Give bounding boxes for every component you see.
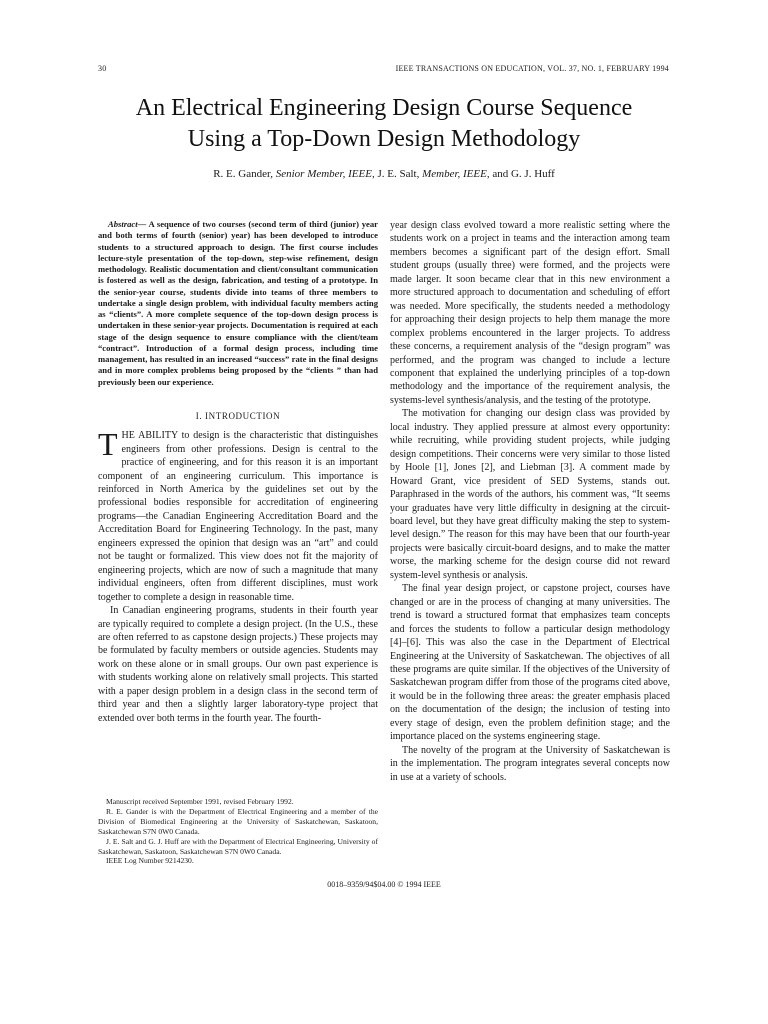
right-column [390,219,670,784]
abstract [98,219,378,388]
footnote-log-number: IEEE Log Number 9214230. [106,856,194,866]
author-2: , J. E. Salt, [371,168,423,180]
footnotes [98,797,378,866]
author-1: R. E. Gander, [213,168,276,180]
title-line-2: Using a Top-Down Design Methodology [187,126,581,152]
intro-paragraph-1-text: HE ABILITY to design is the characteristic that distinguishes engineers from other professions. Design is central to the practice of engineering, and for this reason it is an important component of an engineering curriculum. This importance is reinforced in North America by the guidelines set out by the professional bodies responsible for accreditation of engineering programs—the Canadian Engineering Accreditation Board and the Accreditation Board for Engineering Technology. In the past, many engineers expressed the opinion that design was an “art” and could not be taught or formalized. This view does not fit the majority of engineering projects, which are now of such a magnitude that many individual engineers, often from different disciplines, must work together to complete a design in reasonable time. [98,430,378,603]
footnote-author-1: R. E. Gander is with the Department of Electrical Engineering and a member of the Division of Biomedical Engineering at the University of Saskatchewan, Saskatoon, Saskatchewan S7N 0W0 Canada. [98,806,378,836]
intro-paragraph-1 [98,426,378,604]
running-header: IEEE TRANSACTIONS ON EDUCATION, VOL. 37, NO. 1, FEBRUARY 1994 [395,64,669,73]
author-2-role: Member, IEEE [422,168,487,180]
page-number: 30 [98,64,107,73]
right-paragraph-4: The novelty of the program at the University of Saskatchewan is in the implementation. The program integrates several concepts now in use at a variety of schools. [390,744,670,783]
footnote-authors-2-3: J. E. Salt and G. J. Huff are with the Department of Electrical Engineering, University of Saskatchewan, Saskatoon, Saskatchewan S7N 0W0 Canada. [98,836,378,856]
paper-title [60,93,708,155]
title-line-1: An Electrical Engineering Design Course Sequence [135,95,633,121]
abstract-text: A sequence of two courses (second term of third (junior) year and both terms of fourth (senior) year) has been developed to introduce students to a structured approach to design. The first course includes lecture-style presentation of the top-down, step-wise refinement, design methodology. Realistic documentation and client/consultant communication is fostered as well as the design, fabrication, and testing of a prototype. In the senior-year course, students divide into teams of three members to undertake a single design problem, with individual faculty members acting as “clients”. A more complete sequence of the top-down design process is undertaken in these senior-year projects. Documentation is required at each stage of the design sequence to ensure compliance with the client/team “contract”. Introduction of a formal design process, including time management, has resulted in an increased “success” rate in the final designs and in more complex problems being proposed by the “clients ” than had previously been our experience. [98,219,378,387]
author-3: , and G. J. Huff [486,168,555,180]
intro-paragraph-2: In Canadian engineering programs, students in their fourth year are typically required to complete a design project. (In the U.S., these are often referred to as capstone design projects.) These projects may be formulated by faculty members or outside agencies. Students may work on these alone or in small groups. Our own past experience is with students working alone on relatively small projects. This started with a paper design problem in a design class in the second term of third year and then a slightly larger laboratory-type project that extended over both terms in the fourth year. The fourth- [98,605,378,724]
author-line [60,168,708,180]
right-paragraph-1: year design class evolved toward a more realistic setting where the students work on a project in teams and the interaction among team members becomes a significant part of the design effort. Small student groups (usually three) were formed, and the projects were made larger. It soon became clear that in this new environment a more structured approach to documentation and scheduling of effort was needed. More specifically, the students needed a methodology for approaching their design projects to help them manage the more complex problems encountered in the larger projects. To address these concerns, a requirement analysis of the “design program” was performed, and the program was changed to include a lecture component that explained the underlying principles of a top-down methodology and the importance of the requirement analysis, the systems-level synthesis/analysis, and the testing of the prototype. [390,220,670,406]
author-1-role: Senior Member, IEEE [275,168,372,180]
copyright-footer: 0018–9359/94$04.00 © 1994 IEEE [327,880,441,889]
footnote-received: Manuscript received September 1991, revised February 1992. [106,797,294,806]
left-column [98,219,378,725]
abstract-label: Abstract— [108,219,147,229]
right-paragraph-2: The motivation for changing our design class was provided by local industry. They applied pressure at almost every opportunity: while recruiting, while providing student projects, while judging design competitions. Their concerns were very similar to those listed by Hoole [1], Jones [2], and Liebman [3]. A comment made by Howard Grant, vice president of SED Systems, stands out. Paraphrased in the words of the authors, his comment was, “It seems your graduates have very little difficulty in designing at the circuit-board level, but they have great difficulty making the step to system-level design.” The reason for this may have been that our fourth-year projects were basically circuit-board designs, and to make the matter worse, the marking scheme for the design course did not reward system-level synthesis or analysis. [390,408,670,581]
section-heading-introduction: I. INTRODUCTION [195,410,281,421]
right-paragraph-3: The final year design project, or capstone project, courses have changed or are in the process of changing at many universities. The trend is toward a structured format that emphasizes team concepts and forces the students to follow a particular design methodology [4]–[6]. This was also the case in the Department of Electrical Engineering at the University of Saskatchewan. The objectives of all these programs are quite similar. If the objectives of the University of Saskatchewan program differ from those of the programs cited above, it would be in the following three areas: the greater emphasis placed on the documentation of the design; the inclusion of testing into every stage of design, even the problem definition stage; and the importance placed on the systems engineering stage. [390,583,670,743]
drop-cap: T [98,426,118,463]
